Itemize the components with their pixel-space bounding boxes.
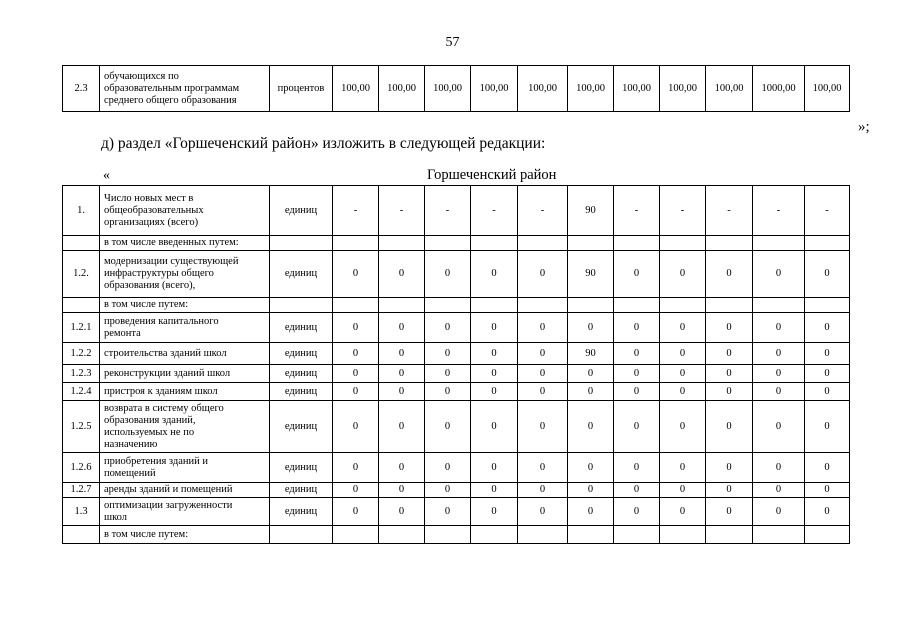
- row-name: [100, 313, 270, 343]
- row-unit: единиц: [270, 343, 333, 365]
- value-cell: 0: [706, 251, 753, 298]
- value-cell: [425, 526, 471, 544]
- value-cell: 100,00: [614, 66, 660, 112]
- value-cell: 0: [471, 401, 518, 453]
- value-cell: 0: [614, 498, 660, 526]
- row-name: [100, 66, 270, 112]
- row-code: [63, 298, 100, 313]
- row-name-line: оптимизации загруженности: [104, 499, 233, 511]
- value-cell: [805, 236, 850, 251]
- value-cell: 0: [471, 365, 518, 383]
- value-cell: 0: [333, 498, 379, 526]
- table-row: [63, 66, 850, 112]
- row-unit: единиц: [270, 251, 333, 298]
- value-cell: 0: [805, 251, 850, 298]
- value-cell: [805, 526, 850, 544]
- value-cell: 0: [425, 401, 471, 453]
- row-name-line: проведения капитального: [104, 315, 219, 327]
- value-cell: 0: [471, 498, 518, 526]
- page-number: 57: [445, 35, 460, 50]
- value-cell: 0: [425, 365, 471, 383]
- value-cell: [660, 298, 706, 313]
- value-cell: 0: [425, 383, 471, 401]
- value-cell: 0: [614, 483, 660, 498]
- value-cell: 0: [660, 483, 706, 498]
- row-name: [100, 236, 270, 251]
- value-cell: 100,00: [568, 66, 614, 112]
- row-unit: единиц: [270, 186, 333, 236]
- value-cell: 0: [706, 453, 753, 483]
- value-cell: 100,00: [706, 66, 753, 112]
- value-cell: -: [379, 186, 425, 236]
- row-code: 1.2.5: [63, 401, 100, 453]
- row-code: 1.2.4: [63, 383, 100, 401]
- row-name-line: назначению: [104, 438, 158, 450]
- row-name-line: образования зданий,: [104, 414, 196, 426]
- value-cell: 0: [568, 498, 614, 526]
- value-cell: 0: [425, 483, 471, 498]
- value-cell: 0: [471, 343, 518, 365]
- value-cell: 0: [614, 313, 660, 343]
- row-code: [63, 526, 100, 544]
- value-cell: [425, 298, 471, 313]
- value-cell: 0: [471, 251, 518, 298]
- row-code: 1.2.3: [63, 365, 100, 383]
- row-name: [100, 401, 270, 453]
- row-name: [100, 365, 270, 383]
- value-cell: 0: [753, 343, 805, 365]
- row-name-line: ремонта: [104, 327, 141, 339]
- value-cell: -: [471, 186, 518, 236]
- value-cell: -: [753, 186, 805, 236]
- value-cell: 0: [333, 251, 379, 298]
- value-cell: 0: [518, 365, 568, 383]
- row-name-line: в том числе путем:: [104, 528, 189, 540]
- row-name-line: строительства зданий школ: [104, 347, 227, 359]
- value-cell: [568, 236, 614, 251]
- value-cell: 0: [568, 401, 614, 453]
- value-cell: 0: [660, 343, 706, 365]
- row-code: 1.2.7: [63, 483, 100, 498]
- value-cell: 0: [753, 483, 805, 498]
- district-title: Горшеченский район: [427, 167, 557, 183]
- value-cell: 0: [333, 401, 379, 453]
- value-cell: 0: [753, 365, 805, 383]
- table-row: [63, 483, 850, 498]
- value-cell: [379, 236, 425, 251]
- value-cell: [333, 236, 379, 251]
- closing-quote: »;: [858, 119, 870, 135]
- value-cell: 0: [614, 365, 660, 383]
- value-cell: 0: [379, 313, 425, 343]
- value-cell: 100,00: [333, 66, 379, 112]
- row-code: 1.2.1: [63, 313, 100, 343]
- value-cell: [753, 526, 805, 544]
- row-name: [100, 483, 270, 498]
- value-cell: 0: [805, 498, 850, 526]
- value-cell: 0: [614, 383, 660, 401]
- value-cell: -: [333, 186, 379, 236]
- row-name-line: возврата в систему общего: [104, 402, 224, 414]
- value-cell: 0: [568, 365, 614, 383]
- value-cell: 0: [753, 498, 805, 526]
- row-name-line: аренды зданий и помещений: [104, 484, 233, 495]
- value-cell: [706, 298, 753, 313]
- table-row: [63, 526, 850, 544]
- value-cell: [379, 298, 425, 313]
- row-name-line: среднего общего образования: [104, 94, 237, 106]
- row-code: 2.3: [63, 66, 100, 112]
- row-name-line: реконструкции зданий школ: [104, 367, 231, 379]
- value-cell: 0: [753, 401, 805, 453]
- value-cell: 0: [706, 401, 753, 453]
- value-cell: 0: [471, 453, 518, 483]
- value-cell: [614, 526, 660, 544]
- value-cell: 0: [706, 313, 753, 343]
- value-cell: [471, 298, 518, 313]
- value-cell: 0: [333, 453, 379, 483]
- value-cell: [614, 298, 660, 313]
- row-name-line: общеобразовательных: [104, 204, 204, 216]
- row-unit: единиц: [270, 498, 333, 526]
- value-cell: 0: [805, 453, 850, 483]
- value-cell: 0: [568, 383, 614, 401]
- value-cell: 0: [425, 498, 471, 526]
- value-cell: [333, 298, 379, 313]
- value-cell: 0: [379, 343, 425, 365]
- row-code: 1.2.2: [63, 343, 100, 365]
- value-cell: 0: [753, 383, 805, 401]
- value-cell: 90: [568, 186, 614, 236]
- value-cell: 90: [568, 343, 614, 365]
- value-cell: [805, 298, 850, 313]
- value-cell: 0: [518, 498, 568, 526]
- section-instruction: д) раздел «Горшеченский район» изложить в следующей редакции:: [101, 135, 546, 152]
- row-unit: единиц: [270, 401, 333, 453]
- row-name-line: в том числе введенных путем:: [104, 237, 239, 248]
- value-cell: 0: [706, 383, 753, 401]
- value-cell: 0: [660, 365, 706, 383]
- value-cell: 0: [518, 401, 568, 453]
- value-cell: 0: [614, 343, 660, 365]
- value-cell: [568, 298, 614, 313]
- value-cell: 0: [518, 383, 568, 401]
- value-cell: 0: [706, 365, 753, 383]
- value-cell: [518, 526, 568, 544]
- value-cell: 0: [379, 401, 425, 453]
- value-cell: 0: [471, 483, 518, 498]
- row-name-line: организациях (всего): [104, 216, 199, 228]
- value-cell: 0: [805, 401, 850, 453]
- value-cell: [425, 236, 471, 251]
- row-name-line: модернизации существующей: [104, 256, 239, 267]
- value-cell: -: [805, 186, 850, 236]
- row-name: [100, 186, 270, 236]
- value-cell: 0: [379, 251, 425, 298]
- value-cell: [568, 526, 614, 544]
- value-cell: [660, 236, 706, 251]
- row-unit: процентов: [270, 66, 333, 112]
- value-cell: 0: [518, 453, 568, 483]
- value-cell: 0: [518, 343, 568, 365]
- row-name: [100, 526, 270, 544]
- value-cell: 0: [805, 313, 850, 343]
- table-row: [63, 251, 850, 298]
- value-cell: 1000,00: [753, 66, 805, 112]
- value-cell: 0: [805, 365, 850, 383]
- value-cell: 0: [471, 383, 518, 401]
- value-cell: [614, 236, 660, 251]
- value-cell: 0: [425, 313, 471, 343]
- table-row: [63, 383, 850, 401]
- value-cell: 0: [518, 313, 568, 343]
- table-row: [63, 365, 850, 383]
- value-cell: 0: [706, 483, 753, 498]
- value-cell: 0: [518, 251, 568, 298]
- row-code: 1.: [63, 186, 100, 236]
- value-cell: 0: [518, 483, 568, 498]
- value-cell: 100,00: [425, 66, 471, 112]
- value-cell: [753, 236, 805, 251]
- value-cell: -: [660, 186, 706, 236]
- row-name-line: пристроя к зданиям школ: [104, 385, 218, 397]
- value-cell: 0: [425, 453, 471, 483]
- value-cell: 0: [660, 251, 706, 298]
- value-cell: [471, 236, 518, 251]
- value-cell: 0: [333, 365, 379, 383]
- row-code: [63, 236, 100, 251]
- table-row: [63, 498, 850, 526]
- value-cell: 0: [614, 251, 660, 298]
- value-cell: 0: [379, 483, 425, 498]
- value-cell: 0: [379, 383, 425, 401]
- value-cell: -: [614, 186, 660, 236]
- main-table: [62, 185, 850, 544]
- value-cell: [518, 298, 568, 313]
- value-cell: 0: [660, 401, 706, 453]
- row-name: [100, 251, 270, 298]
- value-cell: 0: [333, 483, 379, 498]
- value-cell: 0: [614, 401, 660, 453]
- row-name-line: в том числе путем:: [104, 299, 189, 310]
- row-name: [100, 498, 270, 526]
- value-cell: 100,00: [518, 66, 568, 112]
- value-cell: 100,00: [379, 66, 425, 112]
- value-cell: 0: [753, 313, 805, 343]
- row-unit: единиц: [270, 483, 333, 498]
- opening-quote: «: [103, 168, 110, 183]
- value-cell: 0: [568, 483, 614, 498]
- value-cell: 100,00: [660, 66, 706, 112]
- value-cell: [706, 236, 753, 251]
- row-unit: единиц: [270, 313, 333, 343]
- row-name-line: инфраструктуры общего: [104, 268, 214, 279]
- table-row: [63, 453, 850, 483]
- value-cell: 0: [805, 483, 850, 498]
- value-cell: [706, 526, 753, 544]
- value-cell: 0: [333, 313, 379, 343]
- row-name: [100, 298, 270, 313]
- value-cell: 0: [706, 343, 753, 365]
- table-row: [63, 343, 850, 365]
- value-cell: 100,00: [805, 66, 850, 112]
- row-name: [100, 453, 270, 483]
- value-cell: 0: [660, 383, 706, 401]
- row-unit: [270, 236, 333, 251]
- value-cell: -: [706, 186, 753, 236]
- row-unit: единиц: [270, 453, 333, 483]
- value-cell: 0: [379, 453, 425, 483]
- row-unit: [270, 298, 333, 313]
- value-cell: 0: [471, 313, 518, 343]
- row-unit: [270, 526, 333, 544]
- top-table: [62, 65, 850, 112]
- value-cell: 0: [333, 343, 379, 365]
- row-name-line: образования (всего),: [104, 280, 196, 291]
- value-cell: 0: [753, 251, 805, 298]
- value-cell: -: [518, 186, 568, 236]
- value-cell: 0: [333, 383, 379, 401]
- table-row: [63, 313, 850, 343]
- value-cell: [471, 526, 518, 544]
- row-code: 1.3: [63, 498, 100, 526]
- value-cell: 0: [425, 343, 471, 365]
- row-name-line: приобретения зданий и: [104, 455, 208, 467]
- value-cell: [753, 298, 805, 313]
- value-cell: 0: [614, 453, 660, 483]
- value-cell: 0: [660, 453, 706, 483]
- value-cell: 90: [568, 251, 614, 298]
- row-unit: единиц: [270, 383, 333, 401]
- row-name: [100, 343, 270, 365]
- table-row: [63, 236, 850, 251]
- value-cell: 0: [660, 498, 706, 526]
- row-name-line: образовательным программам: [104, 82, 240, 94]
- value-cell: [518, 236, 568, 251]
- value-cell: -: [425, 186, 471, 236]
- row-name: [100, 383, 270, 401]
- value-cell: [379, 526, 425, 544]
- value-cell: 0: [568, 313, 614, 343]
- row-name-line: обучающихся по: [104, 70, 179, 82]
- value-cell: 0: [425, 251, 471, 298]
- table-row: [63, 186, 850, 236]
- row-code: 1.2.: [63, 251, 100, 298]
- row-name-line: Число новых мест в: [104, 192, 194, 204]
- row-unit: единиц: [270, 365, 333, 383]
- value-cell: 0: [805, 343, 850, 365]
- value-cell: 0: [753, 453, 805, 483]
- row-name-line: помещений: [104, 467, 156, 479]
- value-cell: 100,00: [471, 66, 518, 112]
- value-cell: 0: [706, 498, 753, 526]
- value-cell: [333, 526, 379, 544]
- row-name-line: школ: [104, 511, 128, 523]
- table-row: [63, 401, 850, 453]
- value-cell: 0: [379, 365, 425, 383]
- value-cell: 0: [379, 498, 425, 526]
- value-cell: 0: [568, 453, 614, 483]
- table-row: [63, 298, 850, 313]
- row-code: 1.2.6: [63, 453, 100, 483]
- value-cell: [660, 526, 706, 544]
- value-cell: 0: [660, 313, 706, 343]
- value-cell: 0: [805, 383, 850, 401]
- row-name-line: используемых не по: [104, 426, 195, 438]
